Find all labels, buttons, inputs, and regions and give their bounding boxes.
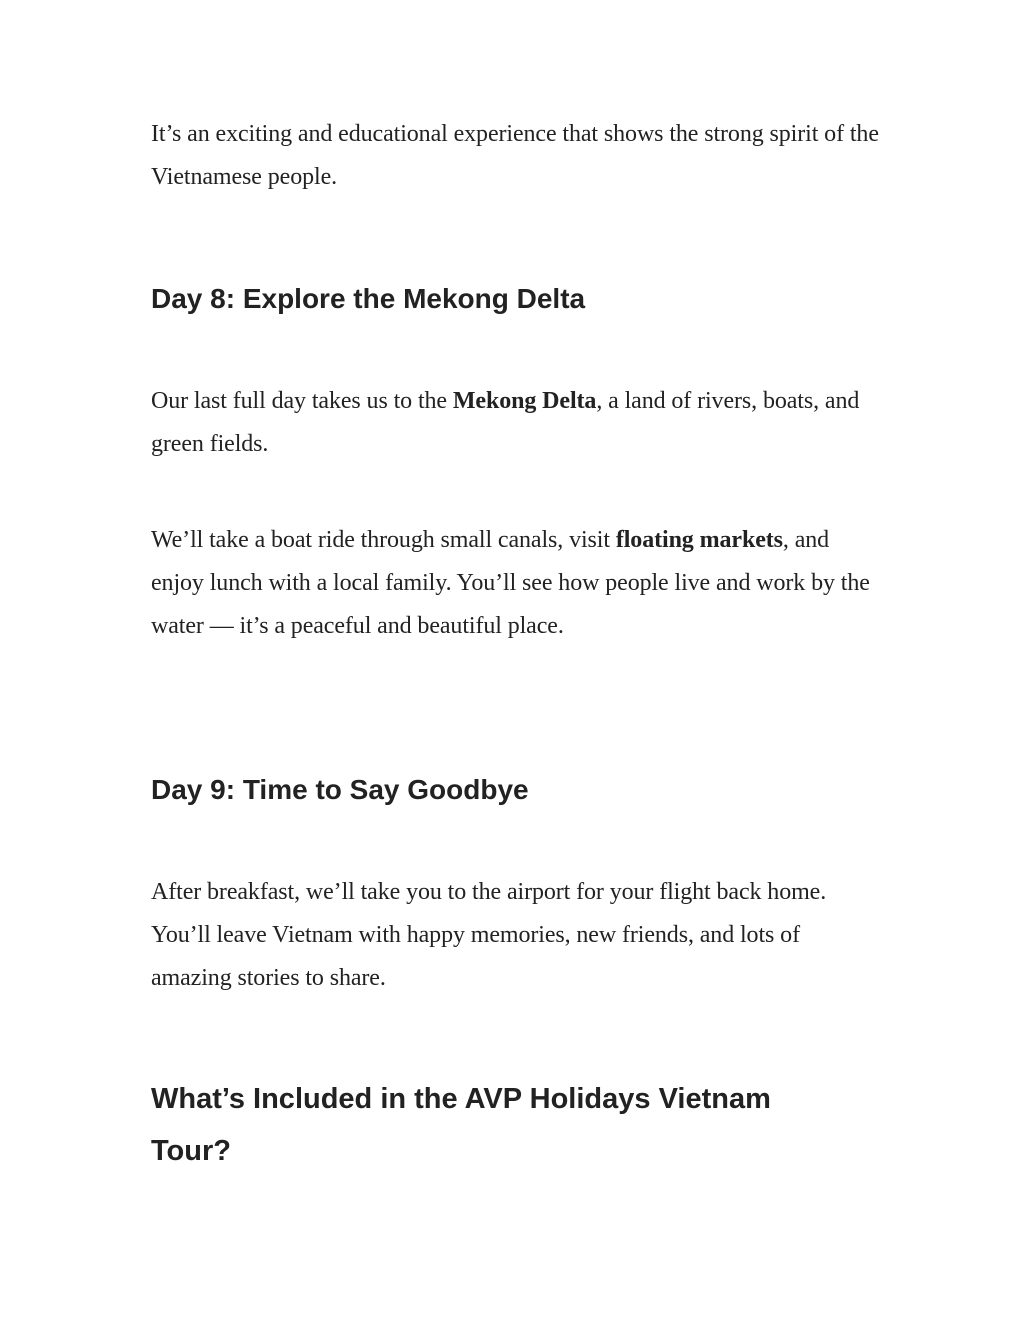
day-8-p1-text-end: , a land of rivers, boats, and green fields. bbox=[151, 388, 860, 457]
day-8-p1-text: Our last full day takes us to the bbox=[151, 388, 453, 414]
day-8-heading: Day 8: Explore the Mekong Delta bbox=[151, 283, 586, 314]
day-9-paragraph: After breakfast, we’ll take you to the airport for your flight back home. You’ll leave Vietnam with happy memories, new friends, and lots of amazing stories to share. bbox=[151, 879, 827, 991]
day-8-paragraph-2 bbox=[151, 519, 881, 648]
day-9-heading: Day 9: Time to Say Goodbye bbox=[151, 774, 529, 805]
day-8-p2-text-end: , and enjoy lunch with a local family. You’ll see how people live and work by the water — it’s a peaceful and beautiful place. bbox=[151, 527, 870, 639]
day-8-p2-text: We’ll take a boat ride through small canals, visit bbox=[151, 527, 616, 553]
intro-paragraph: It’s an exciting and educational experience that shows the strong spirit of the Vietnamese people. bbox=[151, 121, 879, 190]
included-heading: What’s Included in the AVP Holidays Vietnam Tour? bbox=[151, 1083, 771, 1167]
day-8-paragraph-1 bbox=[151, 380, 881, 466]
floating-markets-bold: floating markets bbox=[615, 527, 783, 553]
mekong-delta-bold: Mekong Delta bbox=[452, 388, 597, 414]
